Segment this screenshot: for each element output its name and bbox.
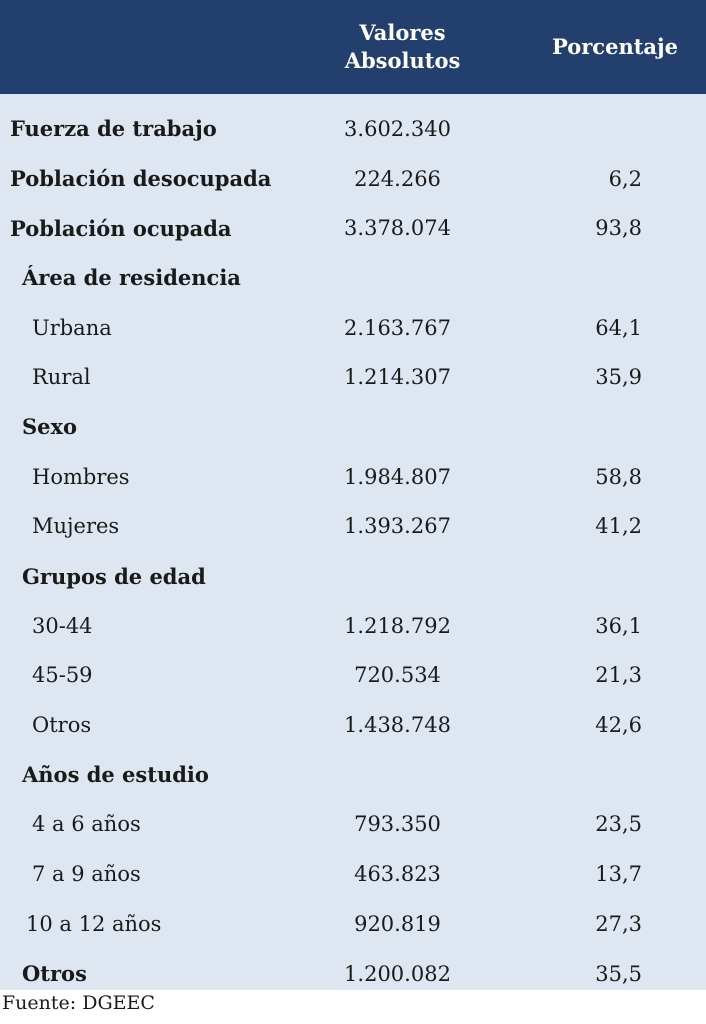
row-label: 7 a 9 años xyxy=(32,862,141,887)
table-section-row xyxy=(0,750,706,800)
table-row xyxy=(0,700,706,750)
table-section-row xyxy=(0,551,706,601)
table-row xyxy=(0,849,706,899)
row-label: 30-44 xyxy=(32,613,93,638)
section-heading: Grupos de edad xyxy=(22,563,206,589)
row-label: 10 a 12 años xyxy=(26,911,162,936)
source-note: Fuente: DGEEC xyxy=(0,990,706,1016)
row-label: Urbana xyxy=(32,315,112,340)
row-absolute-value xyxy=(300,253,505,303)
row-percentage xyxy=(505,402,706,452)
table-section-row xyxy=(0,253,706,303)
table-row xyxy=(0,94,706,154)
row-label: Otros xyxy=(32,713,92,738)
row-label: Fuerza de trabajo xyxy=(10,116,217,142)
row-absolute-value: 720.534 xyxy=(354,663,441,688)
row-absolute-value xyxy=(300,750,505,800)
row-percentage: 42,6 xyxy=(595,713,642,738)
header-absolute-values xyxy=(300,0,505,94)
row-percentage: 36,1 xyxy=(595,613,642,638)
row-label: Población ocupada xyxy=(10,215,232,241)
table-row xyxy=(0,452,706,502)
row-absolute-value: 1.438.748 xyxy=(344,713,451,738)
row-absolute-value: 1.214.307 xyxy=(344,365,451,390)
table-row xyxy=(0,203,706,253)
header-label-cell xyxy=(0,0,300,94)
table-row xyxy=(0,154,706,204)
row-percentage: 13,7 xyxy=(595,862,642,887)
row-percentage: 58,8 xyxy=(595,464,642,489)
header-percentage: Porcentaje xyxy=(505,0,706,94)
row-percentage: 64,1 xyxy=(595,315,642,340)
row-percentage xyxy=(505,551,706,601)
table-row xyxy=(0,800,706,850)
row-percentage: 6,2 xyxy=(608,166,642,191)
row-percentage: 35,9 xyxy=(595,365,642,390)
table-row xyxy=(0,303,706,353)
header-absolute-line1: Valores xyxy=(359,20,446,45)
row-absolute-value: 1.218.792 xyxy=(344,613,451,638)
table-row xyxy=(0,601,706,651)
row-percentage: 93,8 xyxy=(595,216,642,241)
table-row xyxy=(0,651,706,701)
table-section-row xyxy=(0,402,706,452)
row-absolute-value xyxy=(300,551,505,601)
row-absolute-value: 3.602.340 xyxy=(344,116,451,141)
row-absolute-value xyxy=(300,402,505,452)
row-percentage xyxy=(505,94,706,154)
row-absolute-value: 2.163.767 xyxy=(344,315,451,340)
row-absolute-value: 920.819 xyxy=(354,911,441,936)
row-percentage: 35,5 xyxy=(505,949,706,1000)
row-absolute-value: 1.393.267 xyxy=(344,514,451,539)
row-label: Población desocupada xyxy=(10,166,272,192)
header-absolute-line2: Absolutos xyxy=(344,48,461,73)
row-percentage: 41,2 xyxy=(595,514,642,539)
row-label: Hombres xyxy=(32,464,130,489)
row-absolute-value: 1.200.082 xyxy=(300,949,505,1000)
row-percentage xyxy=(505,253,706,303)
section-heading: Años de estudio xyxy=(22,762,209,788)
row-percentage: 23,5 xyxy=(595,812,642,837)
table-row xyxy=(0,899,706,949)
table-header-row xyxy=(0,0,706,94)
section-heading: Sexo xyxy=(22,414,78,440)
row-label: 4 a 6 años xyxy=(32,812,141,837)
row-label: Mujeres xyxy=(32,514,120,539)
row-percentage xyxy=(505,750,706,800)
table-row xyxy=(0,352,706,402)
row-percentage: 27,3 xyxy=(595,911,642,936)
row-percentage: 21,3 xyxy=(595,663,642,688)
section-heading: Área de residencia xyxy=(22,265,241,291)
row-absolute-value: 793.350 xyxy=(354,812,441,837)
row-absolute-value: 1.984.807 xyxy=(344,464,451,489)
row-label: Otros xyxy=(0,949,300,1000)
row-absolute-value: 3.378.074 xyxy=(344,216,451,241)
row-label: 45-59 xyxy=(32,663,93,688)
row-label: Rural xyxy=(32,365,91,390)
row-absolute-value: 224.266 xyxy=(354,166,441,191)
table-row xyxy=(0,502,706,552)
row-absolute-value: 463.823 xyxy=(354,862,441,887)
